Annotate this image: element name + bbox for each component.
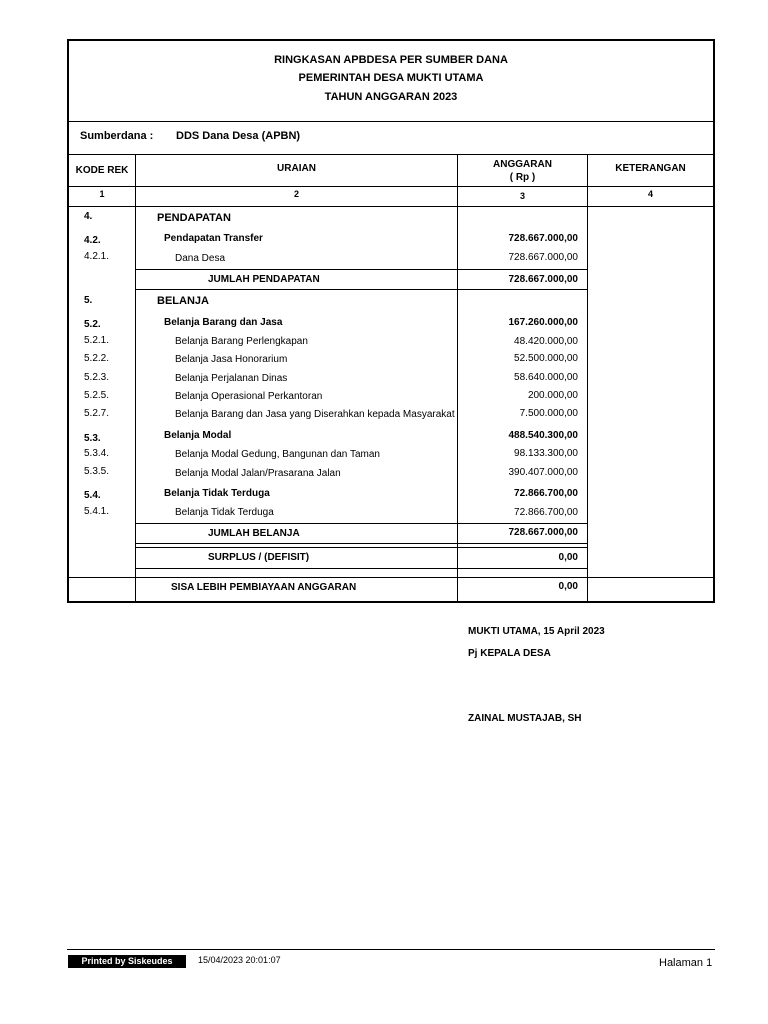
column-header-anggaran: ANGGARAN [493, 159, 552, 170]
row-kode: 5.3. [84, 433, 101, 444]
row-kode: 4.2. [84, 235, 101, 246]
row-kode: 5.2.2. [84, 353, 110, 364]
row-nilai: 58.640.000,00 [514, 372, 578, 383]
row-kode: 5.2.5. [84, 390, 110, 401]
row-uraian: PENDAPATAN [157, 212, 231, 224]
row-kode: 5.2.1. [84, 335, 110, 346]
row-kode: 5.3.5. [84, 466, 110, 477]
row-kode: 5. [84, 295, 93, 306]
row-uraian: Belanja Tidak Terduga [175, 507, 274, 518]
signature-position: Pj KEPALA DESA [468, 648, 551, 659]
row-nilai: 0,00 [558, 581, 578, 592]
row-kode: 4.2.1. [84, 251, 110, 262]
row-uraian: BELANJA [157, 295, 209, 307]
row-kode: 5.2.3. [84, 372, 110, 383]
fiscal-year: TAHUN ANGGARAN 2023 [324, 91, 458, 103]
row-uraian: Belanja Tidak Terduga [164, 488, 270, 499]
page-number: Halaman 1 [659, 957, 713, 969]
row-nilai: 52.500.000,00 [514, 353, 578, 364]
row-nilai: 98.133.300,00 [514, 448, 578, 459]
row-nilai: 728.667.000,00 [508, 252, 578, 263]
row-nilai: 0,00 [558, 552, 578, 563]
row-uraian: Pendapatan Transfer [164, 233, 263, 244]
printed-by-badge: Printed by Siskeudes [68, 955, 186, 968]
signature-place-date: MUKTI UTAMA, 15 April 2023 [468, 626, 605, 637]
row-nilai: 488.540.300,00 [508, 430, 578, 441]
row-uraian: Belanja Perjalanan Dinas [175, 373, 288, 384]
footer-divider [67, 949, 715, 950]
row-kode: 4. [84, 211, 93, 222]
row-uraian: Belanja Jasa Honorarium [175, 354, 288, 365]
column-number-4: 4 [647, 189, 653, 199]
government-name: PEMERINTAH DESA MUKTI UTAMA [298, 72, 484, 84]
row-nilai: 200.000,00 [527, 390, 578, 401]
row-nilai: 728.667.000,00 [508, 274, 578, 285]
row-uraian: Belanja Modal [164, 430, 232, 441]
row-uraian: Belanja Operasional Perkantoran [175, 391, 323, 402]
row-kode: 5.2.7. [84, 408, 110, 419]
column-header-keterangan: KETERANGAN [615, 163, 686, 174]
column-number-3: 3 [519, 191, 525, 201]
sumberdana-value: DDS Dana Desa (APBN) [176, 130, 301, 142]
report-title: RINGKASAN APBDESA PER SUMBER DANA [274, 54, 508, 66]
row-nilai: 48.420.000,00 [514, 336, 578, 347]
row-nilai: 72.866.700,00 [514, 507, 578, 518]
row-uraian: Belanja Modal Gedung, Bangunan dan Taman [175, 449, 380, 460]
row-kode: 5.3.4. [84, 448, 110, 459]
row-kode: 5.4. [84, 490, 101, 501]
row-uraian: Belanja Barang dan Jasa yang Diserahkan kepada Masyarakat [175, 409, 455, 420]
row-uraian: JUMLAH PENDAPATAN [208, 274, 320, 285]
column-header-anggaran-unit: ( Rp ) [509, 172, 536, 183]
signature-name: ZAINAL MUSTAJAB, SH [468, 713, 582, 724]
row-nilai: 7.500.000,00 [519, 408, 578, 419]
column-number-1: 1 [99, 189, 105, 199]
row-uraian: Dana Desa [175, 253, 226, 264]
row-uraian: SISA LEBIH PEMBIAYAAN ANGGARAN [171, 582, 357, 593]
sumberdana-label: Sumberdana : [80, 130, 154, 142]
row-kode: 5.2. [84, 319, 101, 330]
row-nilai: 728.667.000,00 [508, 527, 578, 538]
row-uraian: Belanja Barang Perlengkapan [175, 336, 308, 347]
print-timestamp: 15/04/2023 20:01:07 [198, 955, 281, 965]
row-uraian: JUMLAH BELANJA [208, 528, 300, 539]
row-uraian: Belanja Modal Jalan/Prasarana Jalan [175, 468, 341, 479]
row-nilai: 390.407.000,00 [508, 467, 578, 478]
row-uraian: SURPLUS / (DEFISIT) [208, 552, 310, 563]
row-kode: 5.4.1. [84, 506, 110, 517]
column-header-kode: KODE REK [75, 165, 129, 176]
column-number-2: 2 [293, 189, 299, 199]
row-nilai: 728.667.000,00 [508, 233, 578, 244]
row-nilai: 72.866.700,00 [514, 488, 578, 499]
column-header-uraian: URAIAN [277, 163, 316, 174]
row-uraian: Belanja Barang dan Jasa [164, 317, 283, 328]
row-nilai: 167.260.000,00 [508, 317, 578, 328]
